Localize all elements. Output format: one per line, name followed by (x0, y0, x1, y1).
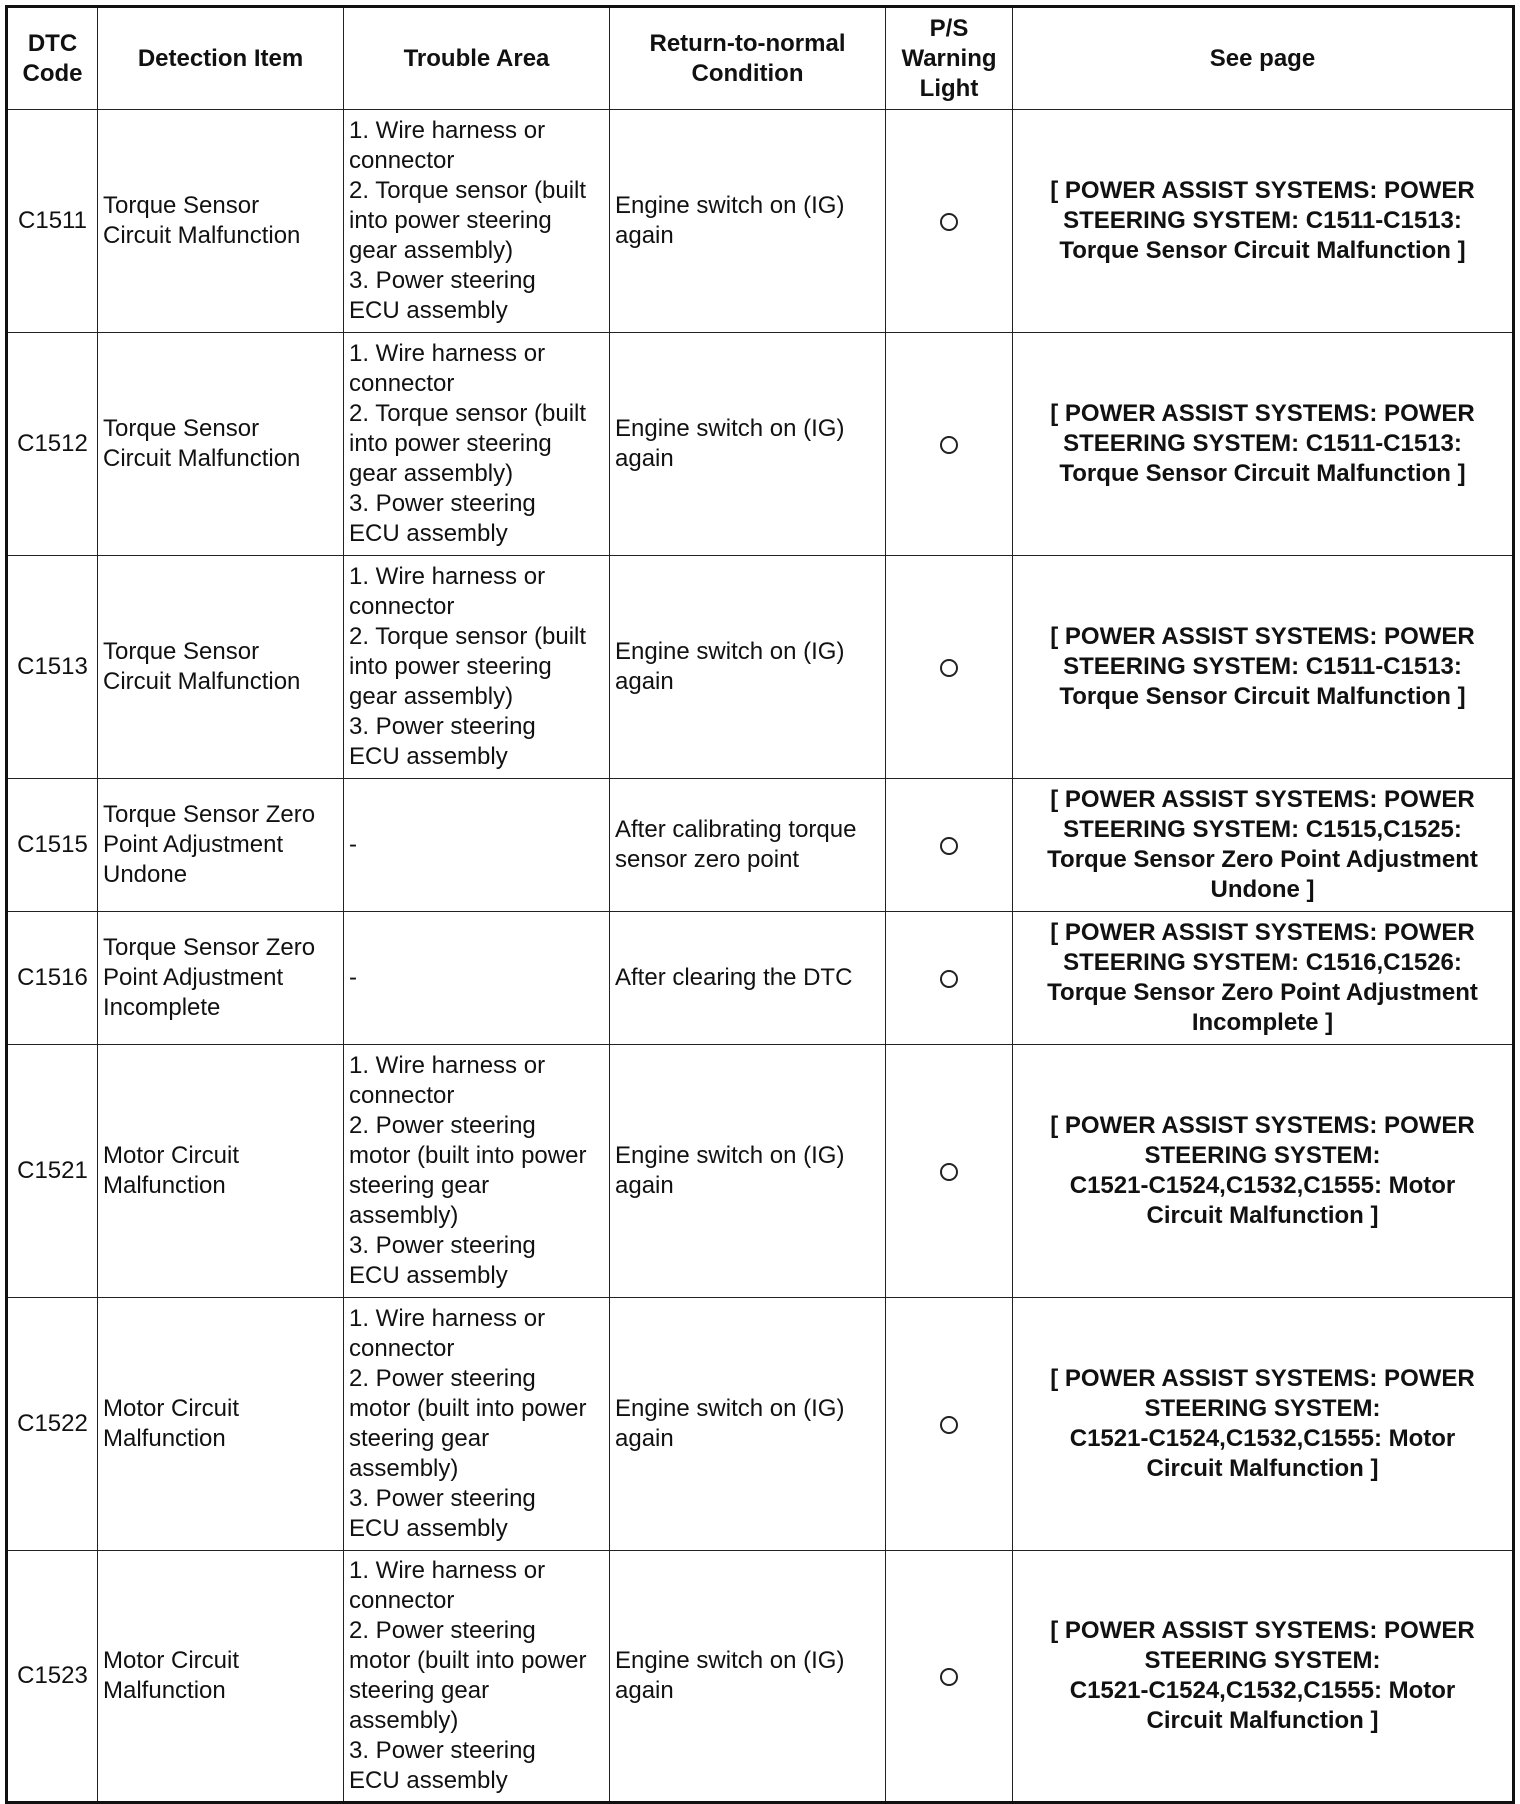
header-row (7, 7, 1514, 110)
return-condition-cell: Engine switch on (IG) again (610, 556, 886, 779)
trouble-area-cell: 1. Wire harness or connector 2. Power steering motor (built into power steering gear assembly) 3. Power steering ECU assembly (344, 1551, 610, 1803)
detection-item-cell: Torque Sensor Circuit Malfunction (98, 556, 344, 779)
circle-icon (940, 970, 958, 988)
return-condition-cell: After calibrating torque sensor zero point (610, 779, 886, 912)
circle-icon (940, 1416, 958, 1434)
dtc-code-cell: C1511 (7, 110, 98, 333)
dtc-code-cell: C1516 (7, 912, 98, 1045)
table-row (7, 779, 1514, 912)
warning-light-cell (886, 333, 1013, 556)
header-warning-light: P/S Warning Light (886, 7, 1013, 110)
warning-light-cell (886, 1045, 1013, 1298)
detection-item-cell: Motor Circuit Malfunction (98, 1551, 344, 1803)
circle-icon (940, 436, 958, 454)
return-condition-cell: After clearing the DTC (610, 912, 886, 1045)
table-row (7, 1298, 1514, 1551)
dtc-table (5, 5, 1515, 1804)
warning-light-cell (886, 779, 1013, 912)
header-see-page: See page (1013, 7, 1514, 110)
see-page-cell: [ POWER ASSIST SYSTEMS: POWER STEERING SYSTEM: C1521-C1524,C1532,C1555: Motor Circuit Malfunction ] (1013, 1551, 1514, 1803)
table-row (7, 912, 1514, 1045)
dtc-code-cell: C1513 (7, 556, 98, 779)
detection-item-cell: Torque Sensor Zero Point Adjustment Undone (98, 779, 344, 912)
see-page-cell: [ POWER ASSIST SYSTEMS: POWER STEERING SYSTEM: C1511-C1513: Torque Sensor Circuit Malfunction ] (1013, 110, 1514, 333)
table-row (7, 333, 1514, 556)
return-condition-cell: Engine switch on (IG) again (610, 110, 886, 333)
header-dtc-code: DTC Code (7, 7, 98, 110)
dtc-code-cell: C1515 (7, 779, 98, 912)
see-page-cell: [ POWER ASSIST SYSTEMS: POWER STEERING SYSTEM: C1521-C1524,C1532,C1555: Motor Circuit Malfunction ] (1013, 1045, 1514, 1298)
warning-light-cell (886, 110, 1013, 333)
return-condition-cell: Engine switch on (IG) again (610, 1045, 886, 1298)
header-detection-item: Detection Item (98, 7, 344, 110)
table-row (7, 1045, 1514, 1298)
detection-item-cell: Torque Sensor Circuit Malfunction (98, 333, 344, 556)
circle-icon (940, 659, 958, 677)
table-row (7, 1551, 1514, 1803)
trouble-area-cell: 1. Wire harness or connector 2. Torque sensor (built into power steering gear assembly) 3. Power steering ECU assembly (344, 333, 610, 556)
trouble-area-cell: - (344, 912, 610, 1045)
circle-icon (940, 837, 958, 855)
see-page-cell: [ POWER ASSIST SYSTEMS: POWER STEERING SYSTEM: C1511-C1513: Torque Sensor Circuit Malfunction ] (1013, 556, 1514, 779)
detection-item-cell: Torque Sensor Circuit Malfunction (98, 110, 344, 333)
trouble-area-cell: 1. Wire harness or connector 2. Power steering motor (built into power steering gear assembly) 3. Power steering ECU assembly (344, 1298, 610, 1551)
return-condition-cell: Engine switch on (IG) again (610, 333, 886, 556)
warning-light-cell (886, 1298, 1013, 1551)
dtc-code-cell: C1523 (7, 1551, 98, 1803)
dtc-code-cell: C1512 (7, 333, 98, 556)
header-return-condition: Return-to-normal Condition (610, 7, 886, 110)
detection-item-cell: Motor Circuit Malfunction (98, 1298, 344, 1551)
return-condition-cell: Engine switch on (IG) again (610, 1551, 886, 1803)
see-page-cell: [ POWER ASSIST SYSTEMS: POWER STEERING SYSTEM: C1511-C1513: Torque Sensor Circuit Malfunction ] (1013, 333, 1514, 556)
trouble-area-cell: 1. Wire harness or connector 2. Torque sensor (built into power steering gear assembly) 3. Power steering ECU assembly (344, 110, 610, 333)
detection-item-cell: Torque Sensor Zero Point Adjustment Incomplete (98, 912, 344, 1045)
see-page-cell: [ POWER ASSIST SYSTEMS: POWER STEERING SYSTEM: C1521-C1524,C1532,C1555: Motor Circuit Malfunction ] (1013, 1298, 1514, 1551)
trouble-area-cell: 1. Wire harness or connector 2. Power steering motor (built into power steering gear assembly) 3. Power steering ECU assembly (344, 1045, 610, 1298)
circle-icon (940, 1163, 958, 1181)
warning-light-cell (886, 912, 1013, 1045)
circle-icon (940, 213, 958, 231)
warning-light-cell (886, 556, 1013, 779)
see-page-cell: [ POWER ASSIST SYSTEMS: POWER STEERING SYSTEM: C1515,C1525: Torque Sensor Zero Point Adjustment Undone ] (1013, 779, 1514, 912)
detection-item-cell: Motor Circuit Malfunction (98, 1045, 344, 1298)
see-page-cell: [ POWER ASSIST SYSTEMS: POWER STEERING SYSTEM: C1516,C1526: Torque Sensor Zero Point Adjustment Incomplete ] (1013, 912, 1514, 1045)
trouble-area-cell: - (344, 779, 610, 912)
table-row (7, 110, 1514, 333)
header-trouble-area: Trouble Area (344, 7, 610, 110)
return-condition-cell: Engine switch on (IG) again (610, 1298, 886, 1551)
dtc-code-cell: C1521 (7, 1045, 98, 1298)
trouble-area-cell: 1. Wire harness or connector 2. Torque sensor (built into power steering gear assembly) 3. Power steering ECU assembly (344, 556, 610, 779)
dtc-code-cell: C1522 (7, 1298, 98, 1551)
warning-light-cell (886, 1551, 1013, 1803)
circle-icon (940, 1668, 958, 1686)
table-row (7, 556, 1514, 779)
